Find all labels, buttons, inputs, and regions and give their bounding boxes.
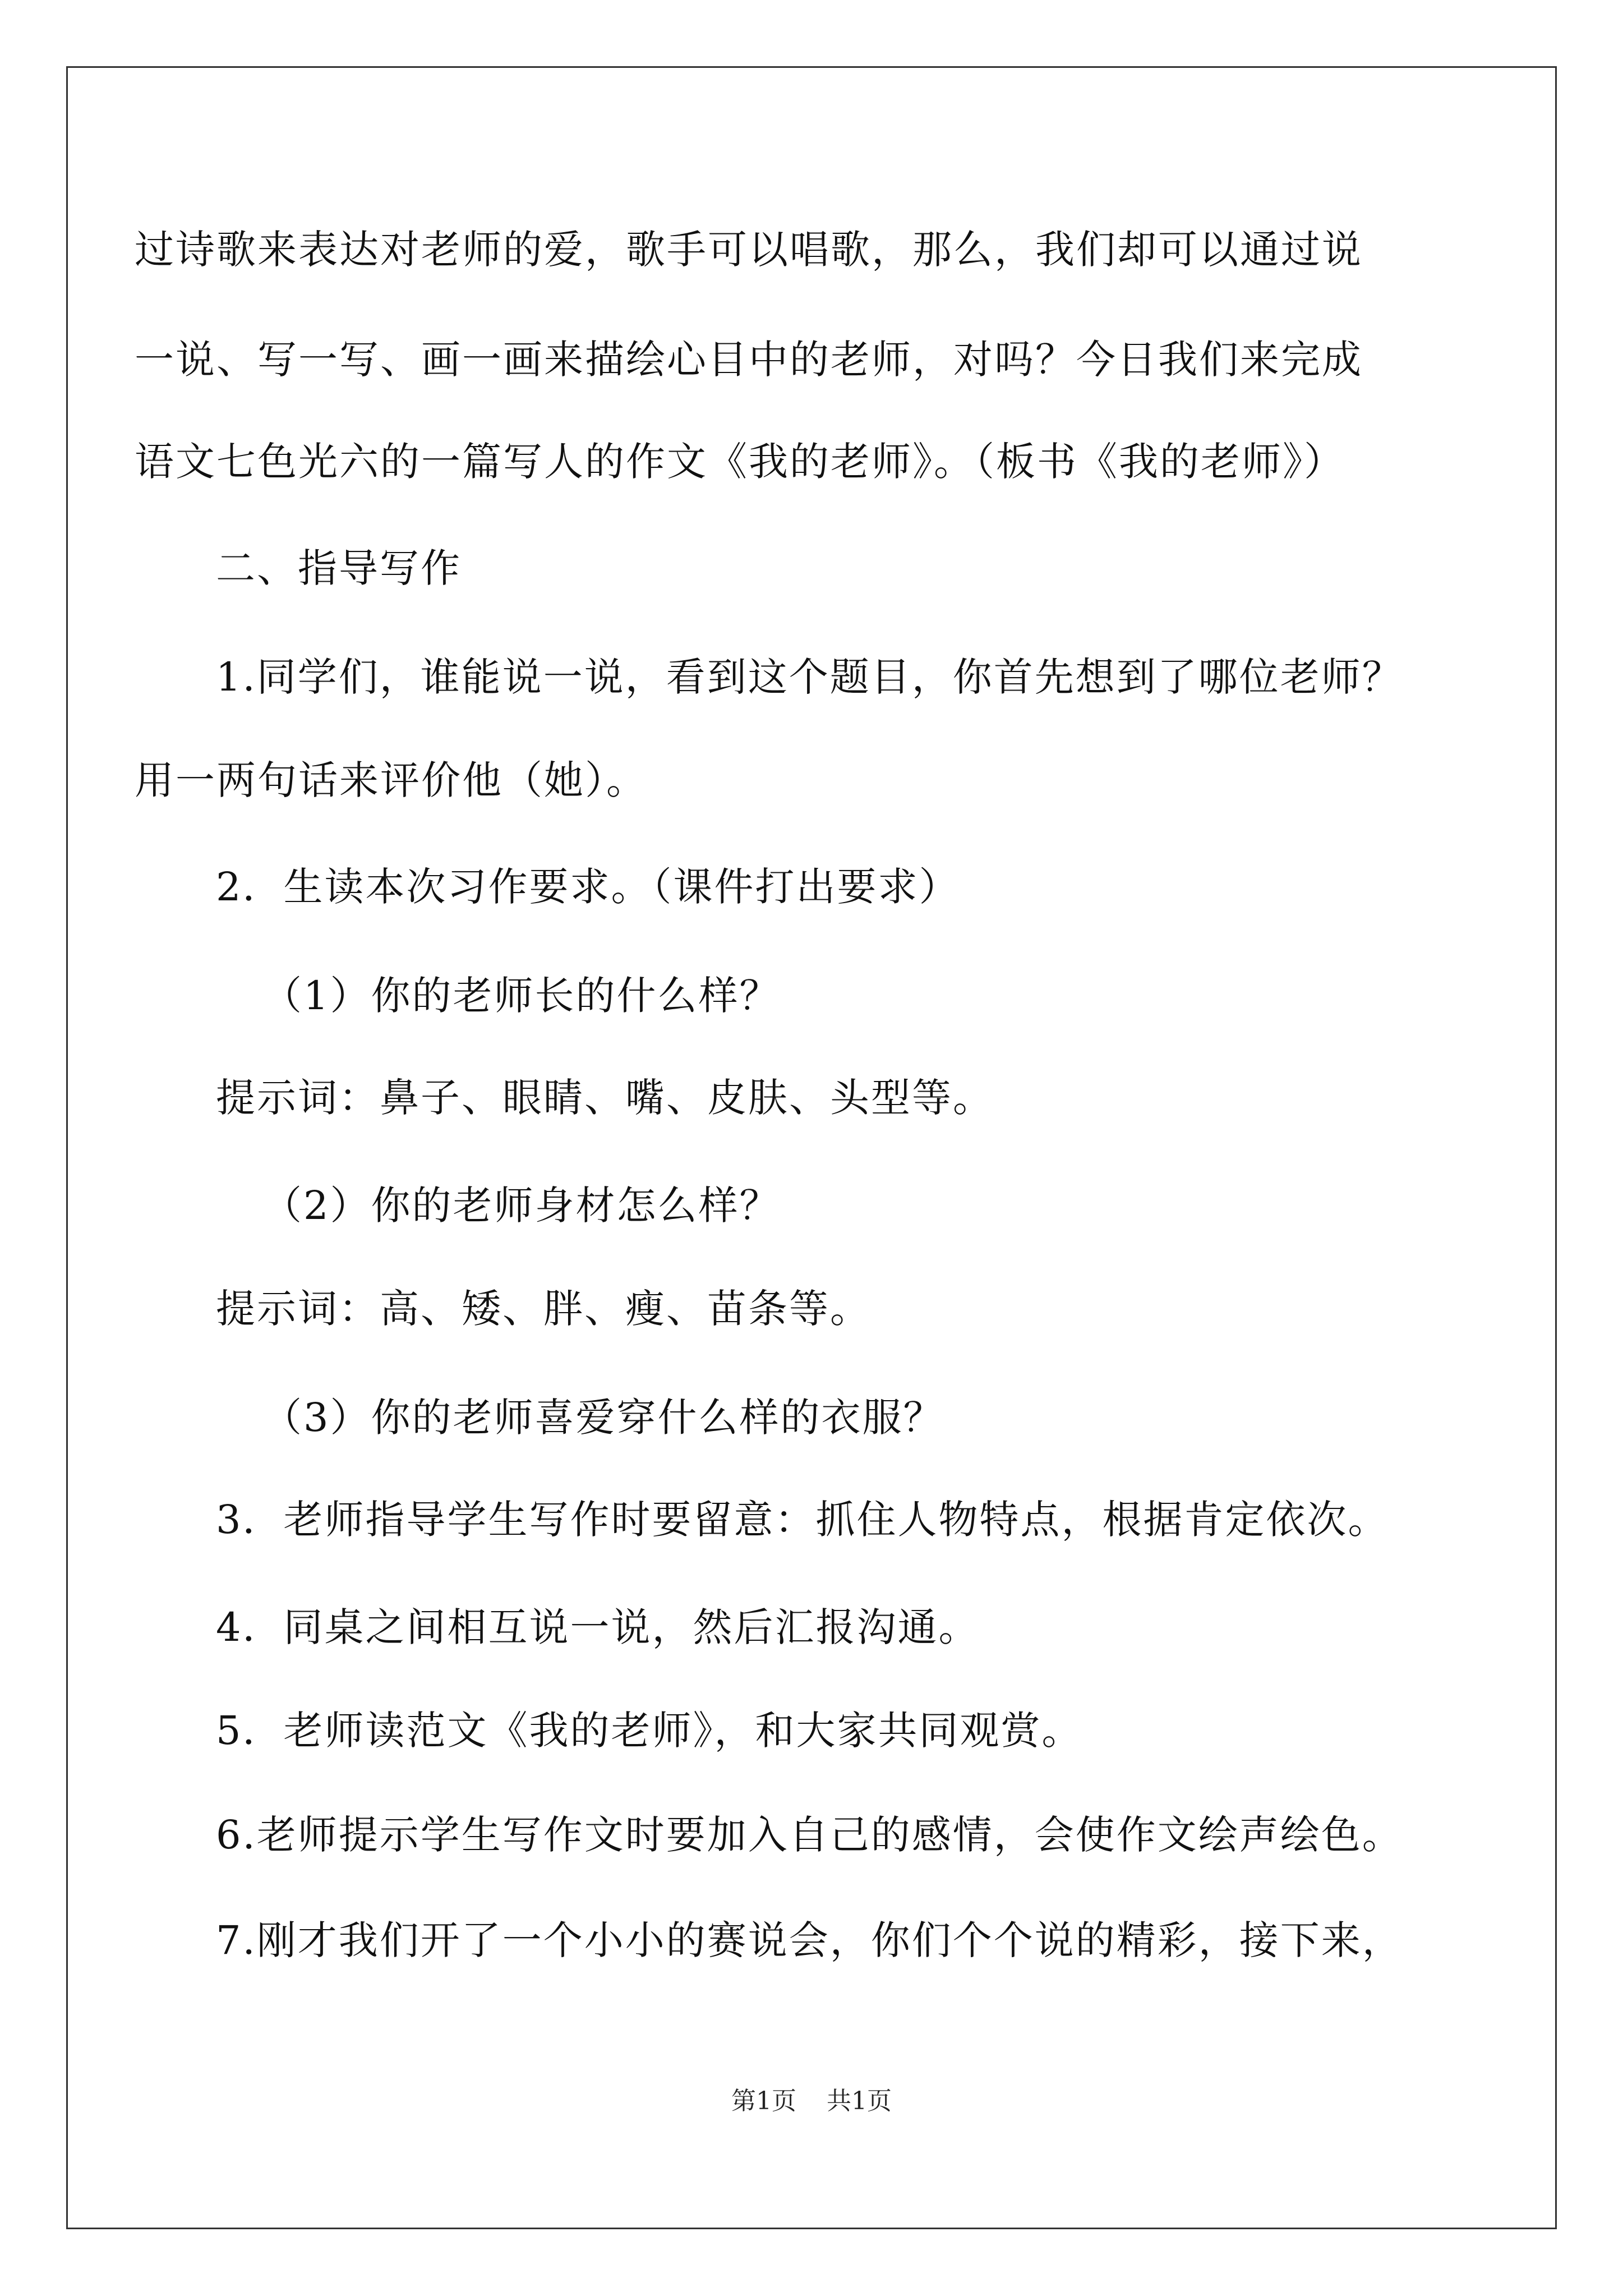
- page-footer: [0, 2085, 1623, 2118]
- page-border: [66, 66, 1557, 2229]
- text-line: 4．同桌之间相互说一说，然后汇报沟通。: [216, 1604, 980, 1650]
- text-line: 2．生读本次习作要求。（课件打出要求）: [216, 864, 960, 910]
- text-line: 1.同学们，谁能说一说，看到这个题目，你首先想到了哪位老师？: [216, 654, 1403, 700]
- section-heading: 二、指导写作: [216, 545, 462, 591]
- text-line: 用一两句话来评价他（她）。: [135, 757, 647, 803]
- hint-line: 提示词：高、矮、胖、瘦、苗条等。: [216, 1286, 871, 1332]
- question-line: （2）你的老师身材怎么样？: [262, 1182, 781, 1228]
- text-line: 6.老师提示学生写作文时要加入自己的感情，会使作文绘声绘色。: [216, 1812, 1403, 1858]
- text-line: 5．老师读范文《我的老师》，和大家共同观赏。: [216, 1708, 1083, 1754]
- text-line: 一说、写一写、画一画来描绘心目中的老师，对吗？今日我们来完成: [135, 337, 1363, 383]
- question-line: （3）你的老师喜爱穿什么样的衣服？: [262, 1395, 944, 1441]
- page-number: 第1页: [731, 2087, 796, 2115]
- text-line: 语文七色光六的一篇写人的作文《我的老师》。（板书《我的老师》）: [135, 439, 1345, 485]
- question-line: （1）你的老师长的什么样？: [262, 973, 781, 1019]
- text-line: 过诗歌来表达对老师的爱，歌手可以唱歌，那么，我们却可以通过说: [135, 227, 1363, 273]
- text-line: 7.刚才我们开了一个小小的赛说会，你们个个说的精彩，接下来，: [216, 1917, 1403, 1963]
- hint-line: 提示词：鼻子、眼睛、嘴、皮肤、头型等。: [216, 1075, 994, 1121]
- text-line: 3．老师指导学生写作时要留意：抓住人物特点，根据肯定依次。: [216, 1497, 1389, 1543]
- page-total: 共1页: [827, 2087, 892, 2115]
